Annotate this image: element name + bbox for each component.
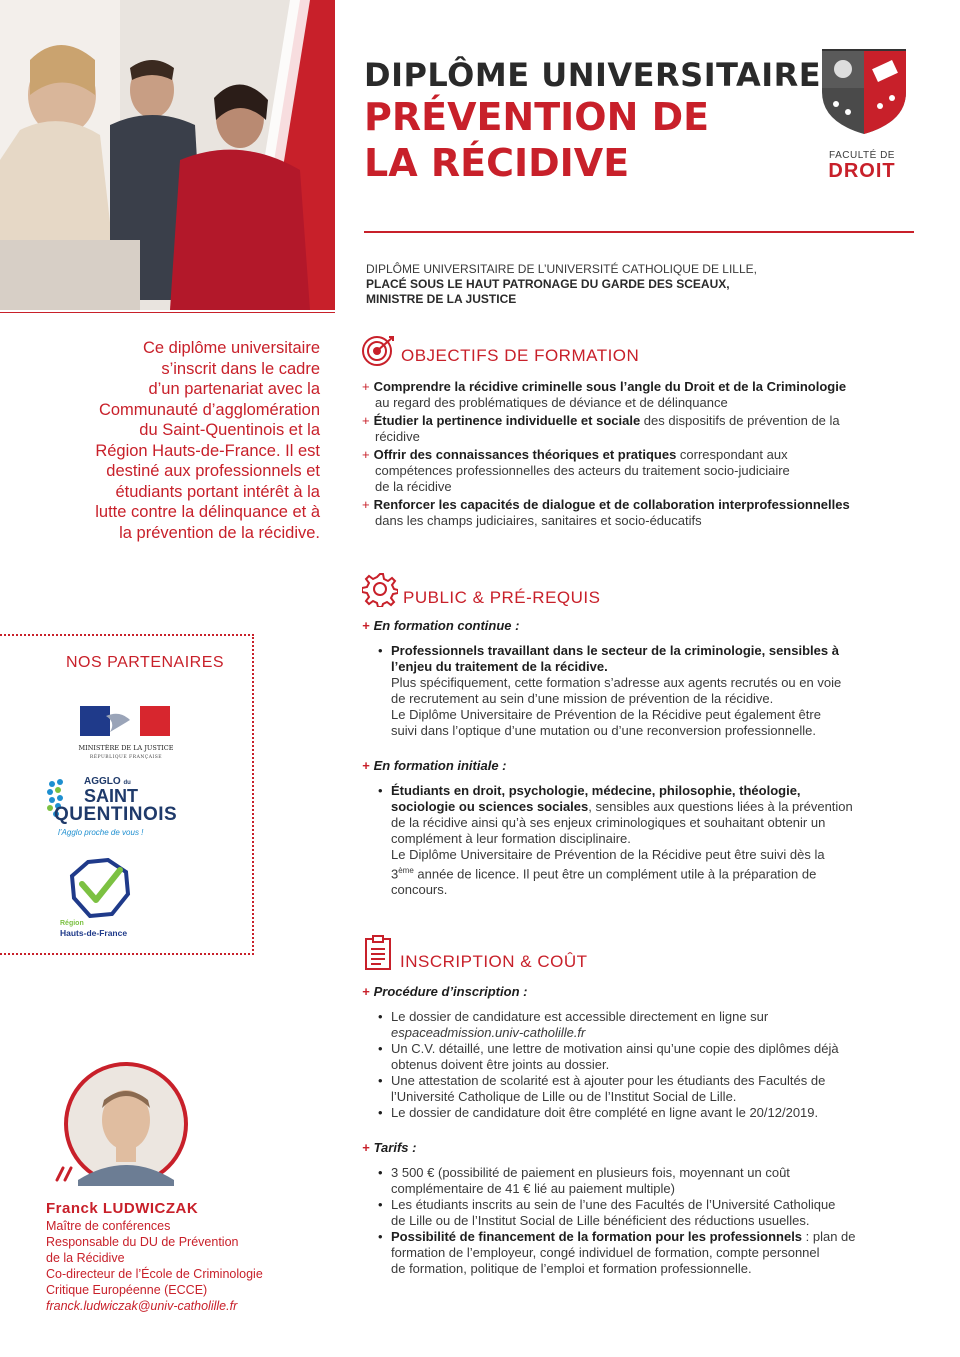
- objectif-item: + Renforcer les capacités de dialogue et de collaboration interprofessionnelles dans les champs judiciaires, sanitaires et socio-éducatifs: [362, 497, 850, 528]
- person-role: Responsable du DU de Prévention: [46, 1235, 239, 1249]
- agglo-saint-quentinois-logo: [46, 774, 216, 844]
- intro-line: destiné aux professionnels et: [106, 462, 320, 480]
- intro-paragraph: [40, 338, 320, 543]
- tarifs-heading: + Tarifs :: [362, 1140, 417, 1155]
- tarif-item: • Les étudiants inscrits au sein de l’une des Facultés de l’Université Catholique de Lille ou de l’Institut Social de Lille bénéficient des réductions usuelles.: [378, 1197, 836, 1228]
- procedure-item: • Le dossier de candidature est accessible directement en ligne sur espaceadmission.univ-catholille.fr: [378, 1009, 920, 1041]
- title-line-2: PRÉVENTION DE: [364, 95, 710, 139]
- person-name: Franck LUDWICZAK: [46, 1200, 199, 1217]
- initiale-heading: + En formation initiale :: [362, 758, 507, 773]
- initiale-bullet: • Étudiants en droit, psychologie, médecine, philosophie, théologie, sociologie ou sciences sociales, sensibles aux questions liées à la prévention de la récidive ainsi qu’à ses enjeux criminologiques et souhaitant obtenir un complément à leur formation disciplinaire. Le Diplôme Universitaire de Prévention de la Récidive peut être suivi dès la 3ème année de licence. Il peut être un complément utile à la préparation de concours.: [378, 783, 853, 898]
- agglo-label: AGGLO du: [84, 776, 131, 787]
- region-name: Hauts-de-France: [60, 928, 128, 938]
- public-title: PUBLIC & PRÉ-REQUIS: [403, 588, 601, 607]
- title-line-3: LA RÉCIDIVE: [364, 141, 630, 185]
- faculty-label-big: DROIT: [828, 160, 896, 182]
- portrait-photo: [64, 1062, 188, 1186]
- faculty-label-small: FACULTÉ DE: [829, 150, 895, 161]
- intro-line: d’un partenariat avec la: [148, 380, 320, 398]
- left-divider: [0, 312, 335, 313]
- subtitle-line-1: DIPLÔME UNIVERSITAIRE DE L’UNIVERSITÉ CATHOLIQUE DE LILLE,: [366, 262, 757, 276]
- person-role: Co-directeur de l’École de Criminologie: [46, 1267, 263, 1281]
- intro-line: Ce diplôme universitaire: [143, 339, 320, 357]
- plus-icon: +: [362, 413, 370, 428]
- person-role: Critique Européenne (ECCE): [46, 1283, 208, 1297]
- intro-line: la prévention de la récidive.: [119, 523, 320, 542]
- objectifs-title: OBJECTIFS DE FORMATION: [401, 346, 640, 365]
- target-icon: [361, 333, 397, 369]
- objectif-item: + Comprendre la récidive criminelle sous l’angle du Droit et de la Criminologie au regard des problématiques de déviance et de délinquance: [362, 379, 847, 410]
- faculty-crest-logo: [816, 42, 912, 136]
- clipboard-icon: [364, 935, 400, 971]
- header-divider: [364, 231, 914, 233]
- procedure-item: • Le dossier de candidature doit être complété en ligne avant le 20/12/2019.: [378, 1105, 819, 1120]
- intro-line: du Saint-Quentinois et la: [139, 421, 320, 439]
- intro-line: s’inscrit dans le cadre: [161, 359, 320, 378]
- plus-icon: +: [362, 447, 370, 462]
- plus-icon: +: [362, 618, 370, 633]
- agglo-saint: SAINT: [84, 786, 138, 806]
- plus-icon: +: [362, 758, 370, 773]
- continue-bullet: • Professionnels travaillant dans le secteur de la criminologie, sensibles à l’enjeu du traitement de la récidive. Plus spécifiquement, cette formation s’adresse aux agents recrutés ou en voie de recrutement au sein d’une mission de prévention de la récidive. Le Diplôme Universitaire de Prévention de la Récidive peut également être suivi dans l’optique d’une mutation ou d’une reconversion professionnelle.: [378, 643, 842, 738]
- agglo-quentinois: QUENTINOIS: [54, 804, 178, 825]
- ministere-label-2: RÉPUBLIQUE FRANÇAISE: [89, 755, 163, 760]
- region-small: Région: [60, 920, 84, 927]
- tarif-item: • Possibilité de financement de la formation pour les professionnels : plan de formation de l’employeur, congé individuel de formation, compte personnel de formation, politique de l’emploi et formation professionnelle.: [378, 1229, 856, 1276]
- intro-line: lutte contre la délinquance et à: [95, 503, 320, 521]
- procedure-item: • Un C.V. détaillé, une lettre de motivation ainsi qu’une copie des diplômes déjà obtenus doivent être joints au dossier.: [378, 1041, 839, 1072]
- quote-mark-icon: [54, 1164, 74, 1187]
- person-email-link[interactable]: franck.ludwiczak@univ-catholille.fr: [46, 1299, 238, 1313]
- person-role: Maître de conférences: [46, 1219, 171, 1233]
- subtitle-line-2: PLACÉ SOUS LE HAUT PATRONAGE DU GARDE DES SCEAUX,: [366, 277, 730, 291]
- plus-icon: +: [362, 497, 370, 512]
- plus-icon: +: [362, 984, 370, 999]
- intro-line: Communauté d’agglomération: [98, 400, 320, 419]
- ministere-label-1: MINISTÈRE DE LA JUSTICE: [78, 744, 174, 752]
- title-line-1: DIPLÔME UNIVERSITAIRE: [364, 56, 822, 94]
- objectif-item: + Offrir des connaissances théoriques et pratiques correspondant aux compétences professionnelles des acteurs du traitement socio-judiciaire de la récidive: [362, 447, 790, 494]
- plus-icon: +: [362, 379, 370, 394]
- hero-photo: [0, 0, 335, 310]
- gear-icon: [362, 571, 398, 607]
- intro-line: Région Hauts-de-France. Il est: [95, 441, 320, 460]
- partners-title: NOS PARTENAIRES: [66, 654, 225, 671]
- plus-icon: +: [362, 1140, 370, 1155]
- objectif-item: + Étudier la pertinence individuelle et sociale des dispositifs de prévention de la récidive: [362, 413, 840, 444]
- intro-line: étudiants portant intérêt à la: [115, 482, 320, 501]
- region-hauts-de-france-logo: [60, 858, 150, 938]
- subtitle-line-3: MINISTRE DE LA JUSTICE: [366, 292, 517, 306]
- procedure-heading: + Procédure d’inscription :: [362, 984, 528, 999]
- person-role: de la Récidive: [46, 1251, 125, 1265]
- procedure-item: • Une attestation de scolarité est à ajouter pour les étudiants des Facultés de l’Université Catholique de Lille ou de l’Institut Social de Lille.: [378, 1073, 826, 1104]
- tarif-item: • 3 500 € (possibilité de paiement en plusieurs fois, moyennant un coût complémentaire de 41 € lié au paiement multiple): [378, 1165, 790, 1196]
- ministere-justice-logo: [76, 704, 176, 766]
- continue-heading: + En formation continue :: [362, 618, 520, 633]
- inscription-title: INSCRIPTION & COÛT: [400, 952, 588, 971]
- title-main: [364, 94, 709, 186]
- agglo-tagline: l’Agglo proche de vous !: [58, 828, 144, 837]
- admission-link[interactable]: espaceadmission.univ-catholille.fr: [391, 1025, 586, 1040]
